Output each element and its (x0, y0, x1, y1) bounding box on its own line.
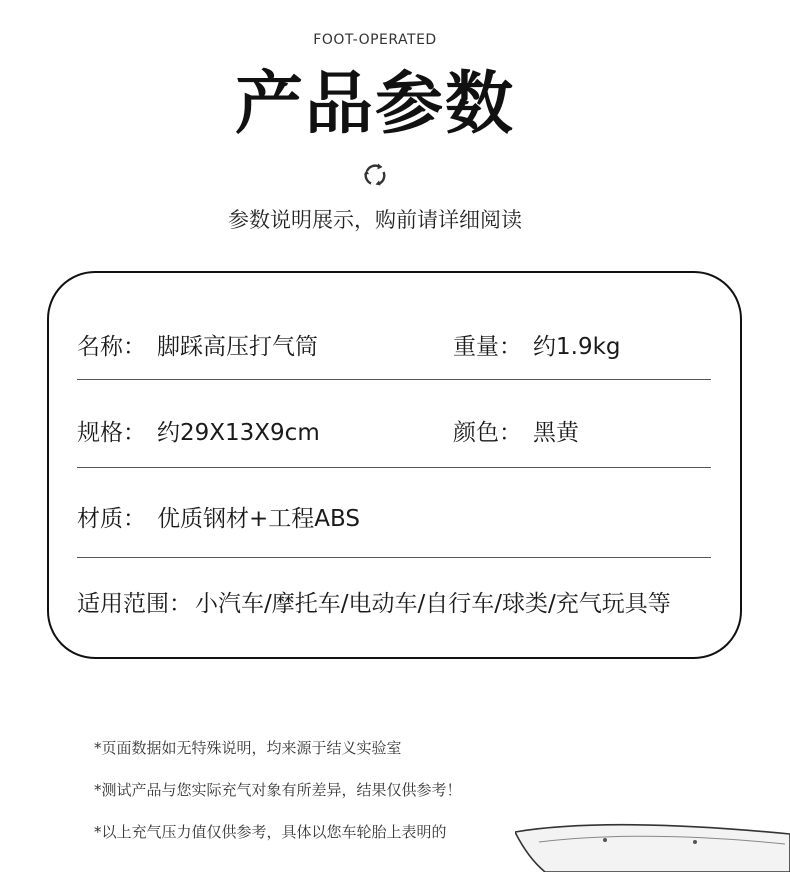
product-photo-edge (515, 822, 790, 872)
weight-value: 约1.9kg (533, 334, 621, 360)
name-value: 脚踩高压打气筒 (157, 334, 318, 360)
size-label: 规格： (77, 420, 146, 446)
usage-label: 适用范围： (77, 591, 192, 617)
color-label: 颜色： (453, 420, 522, 446)
material-value: 优质钢材+工程ABS (157, 506, 360, 532)
row-divider (77, 557, 711, 558)
size-value: 约29X13X9cm (157, 420, 320, 446)
spec-card (47, 271, 742, 659)
page-title: 产品参数 (234, 65, 515, 144)
material-label: 材质： (77, 506, 146, 532)
weight-label: 重量： (453, 334, 522, 360)
usage-value: 小汽车/摩托车/电动车/自行车/球类/充气玩具等 (195, 591, 671, 617)
subtitle: 参数说明展示，购前请详细阅读 (228, 208, 522, 232)
row-divider (77, 379, 711, 380)
row-divider (77, 467, 711, 468)
note-line: *测试产品与您实际充气对象有所差异，结果仅供参考！ (94, 781, 462, 799)
eyebrow-text: FOOT-OPERATED (313, 32, 437, 48)
color-value: 黑黄 (533, 420, 579, 446)
cycle-arrows-icon (361, 161, 389, 189)
note-line: *页面数据如无特殊说明，均来源于结义实验室 (94, 739, 402, 757)
name-label: 名称： (77, 334, 146, 360)
note-line: *以上充气压力值仅供参考，具体以您车轮胎上表明的 (94, 823, 447, 841)
